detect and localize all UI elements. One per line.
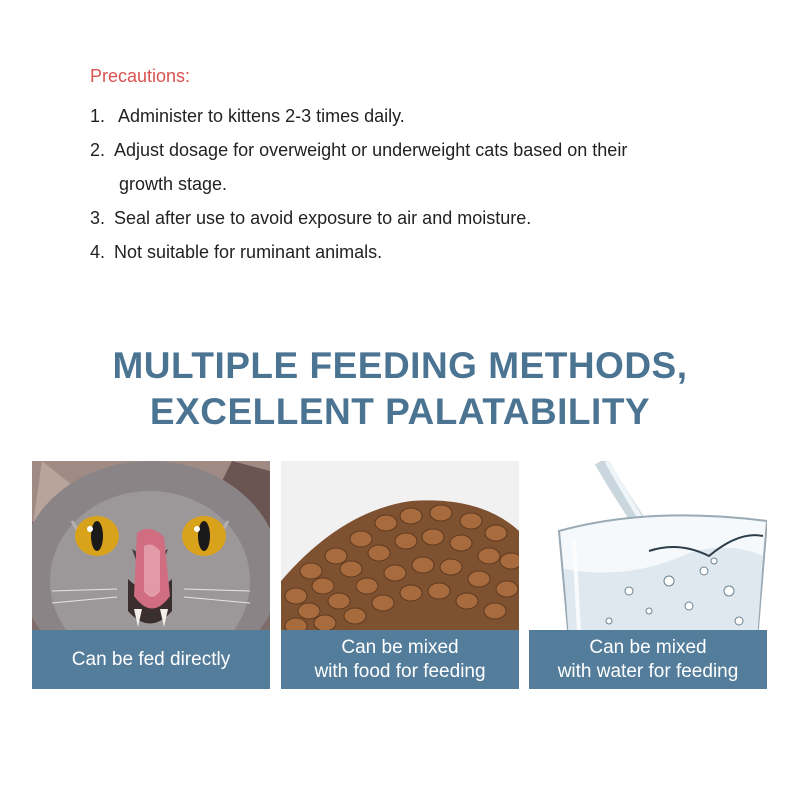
- panel-mixed-water: [529, 461, 767, 689]
- panel-fed-directly: [32, 461, 270, 689]
- item-number: 4.: [90, 242, 106, 262]
- precaution-item: [90, 235, 770, 269]
- caption-mixed-water: [529, 630, 767, 689]
- precaution-item: [90, 99, 770, 133]
- item-number: 2.: [90, 140, 106, 160]
- item-number: 1.: [90, 106, 106, 126]
- item-text: Not suitable for ruminant animals.: [114, 242, 383, 262]
- item-text-continued: growth stage.: [119, 174, 228, 194]
- caption-line-1: Can be mixed: [341, 636, 459, 658]
- item-number: 3.: [90, 208, 106, 228]
- caption-mixed-food: [281, 630, 519, 689]
- caption-line-2: with water for feeding: [557, 660, 739, 682]
- precautions-list: [90, 99, 770, 269]
- caption-fed-directly: [32, 630, 270, 689]
- item-text: Seal after use to avoid exposure to air and moisture.: [114, 208, 532, 228]
- headline: [0, 343, 800, 435]
- panel-mixed-food: [281, 461, 519, 689]
- precaution-item: [90, 133, 770, 201]
- headline-line-2: EXCELLENT PALATABILITY: [149, 391, 651, 432]
- precautions-title: Precautions:: [90, 66, 191, 86]
- caption-line-2: with food for feeding: [314, 660, 486, 682]
- caption-line-1: Can be mixed: [589, 636, 707, 658]
- item-text: Administer to kittens 2-3 times daily.: [114, 106, 405, 126]
- caption-line-1: Can be fed directly: [71, 648, 231, 670]
- headline-line-1: MULTIPLE FEEDING METHODS,: [112, 345, 688, 386]
- item-text: Adjust dosage for overweight or underweight cats based on their: [114, 140, 628, 160]
- precautions-section: [90, 66, 770, 269]
- precaution-item: [90, 201, 770, 235]
